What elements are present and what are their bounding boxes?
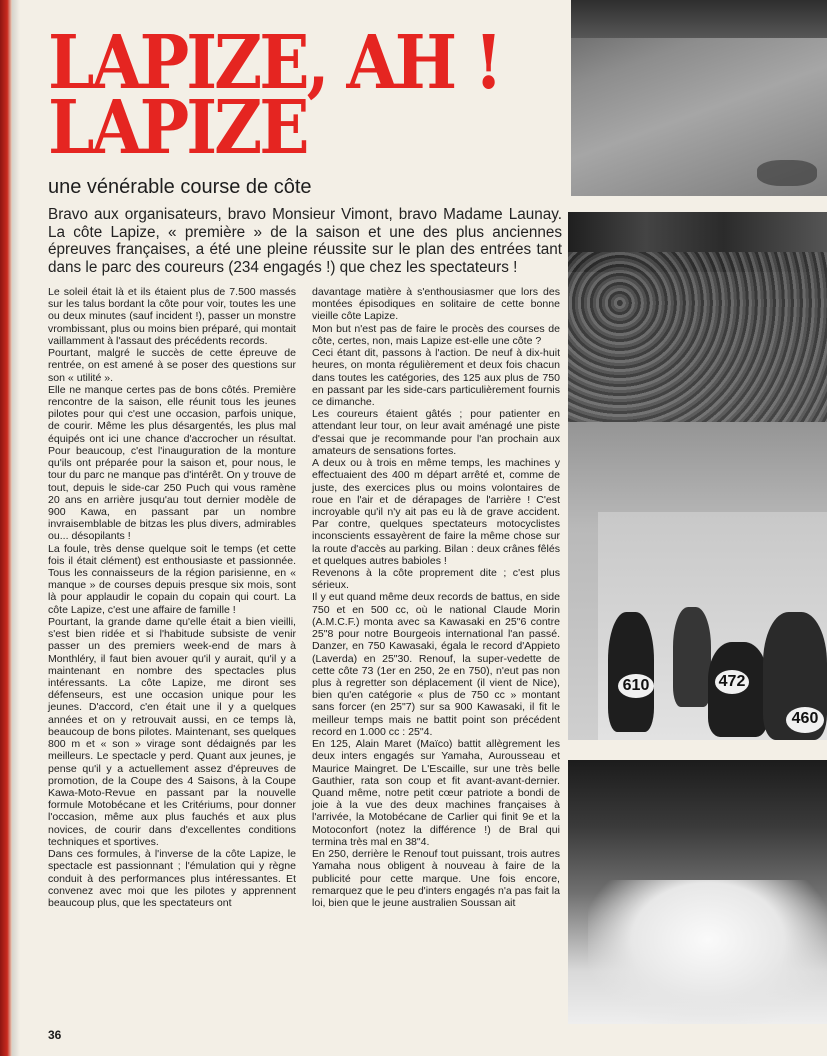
photo-smoke (588, 880, 827, 1024)
paragraph: Il y eut quand même deux records de battus, en side 750 et en 500 cc, où le national Claude Morin (A.M.C.F.) monta avec sa Kawasaki en 25"6 contre 25"8 pour notre Bourgeois international l'an passé. Danzer, en 750 Kawasaki, égala le record d'Appieto (Laverda) en 25"30. Renouf, la super-vedette de cette côte 73 (1er en 250, 2e en 750), n'eut pas non plus à regretter son déplacement (il vient de Nice), bien qu'en catégorie « plus de 750 cc » montant sans forcer (en 25"7) sur sa 900 Kawasaki, il fit le meilleur temps mais ne battit point son précédent record en 1.000 cc : 25"4. (312, 591, 560, 738)
paragraph: Pourtant, la grande dame qu'elle était a bien vieilli, s'est bien ridée et si l'habitude subsiste de venir passer un des premiers week-end de mars à Monthléry, il faut bien avouer qu'il y aurait, qu'il y a maintenant en nombre des spectacles plus intéressants. La côte Lapize, me diront ses défenseurs, est une occasion unique pour les jeunes. D'accord, c'en était une il y a quelques années et on y retrouvait aussi, en ce temps là, beaucoup de bons pilotes. Maintenant, ses quelques 800 m et « son » virage sont dédaignés par les meilleurs. Le spectacle y perd. Quant aux jeunes, je pense qu'il y a actuellement assez d'épreuves de promotion, de la Coupe des 4 Saisons, à la Coupe Kawa-Moto-Revue en passant par la nouvelle formule Motobécane et les Critériums, pour donner l'occasion, même aux plus fauchés et aux plus novices, de courir dans d'excellentes conditions techniques et sportives. (48, 615, 296, 848)
paragraph: davantage matière à s'enthousiasmer que lors des montées épisodiques en solitaire de cette bonne vieille côte Lapize. (312, 286, 560, 323)
paragraph: Elle ne manque certes pas de bons côtés. Première rencontre de la saison, elle réunit tous les jeunes pilotes pour qui c'est une occasion, parfois unique, de courir. Même les plus désargentés, les plus mal équipés ont ici une chance d'accrocher un résultat. Pour beaucoup, c'est l'inauguration de la monture qu'ils ont préparée pour la saison et, pour nous, le tour du parc ne manque pas d'intérêt. On y trouve de tout, depuis le side-car 250 Puch qui vous ramène 20 ans en arrière jusqu'au tout dernier modèle de 900 Kawa, en passant par un nombre invraisemblable de bitzas les plus divers, admirables ou... désopilants ! (48, 383, 296, 543)
paragraph: A deux ou à trois en même temps, les machines y effectuaient des 400 m départ arrêté et, comme de juste, des exercices plus ou moins volontaires de roue en l'air et de dérapages de l'arrière ! C'est incroyable qu'il n'y ait pas eu là de grave accident. Par contre, quelques spectateurs motocyclistes inconscients essayèrent de faire la même chose sur la route d'accès au parking. Bilan : deux crânes fêlés et quelques autres babioles ! (312, 457, 560, 567)
paragraph: En 250, derrière le Renouf tout puissant, trois autres Yamaha nous obligent à nouveau à faire de la publicité pour cette marque. Une fois encore, remarquez que le peu d'inters engagés n'a pas fait la loi, bien que le jeune australien Soussan ait (312, 848, 560, 909)
photo-racers-crowd (568, 212, 827, 740)
page-number: 36 (48, 1028, 62, 1042)
article-column-2 (312, 286, 560, 1026)
paragraph: Mon but n'est pas de faire le procès des courses de côte, certes, non, mais Lapize est-elle une côte ? (312, 322, 560, 347)
photo-crowd (568, 252, 827, 422)
rider-figure (608, 612, 654, 732)
photo-shadow (757, 160, 817, 186)
paragraph: Les coureurs étaient gâtés ; pour patienter en attendant leur tour, on leur avait aménagé une piste d'essai que je recommande pour l'an prochain aux amateurs de sensations fortes. (312, 408, 560, 457)
race-number-plate: 460 (786, 707, 824, 733)
photo-bushes (571, 0, 827, 38)
paragraph: Revenons à la côte proprement dite ; c'est plus sérieux. (312, 567, 560, 592)
photo-smoke-start (568, 760, 827, 1024)
headline (48, 18, 501, 172)
paragraph: Ceci étant dit, passons à l'action. De neuf à dix-huit heures, on monta régulièrement et deux fois chacun dans toutes les catégories, des 125 aux plus de 750 en passant par les side-cars particulièrement fournis ce dimanche. (312, 347, 560, 408)
subtitle: une vénérable course de côte (48, 176, 312, 198)
paragraph: En 125, Alain Maret (Maïco) battit allègrement les deux inters engagés sur Yamaha, Aurousseau et Maurice Maingret. De L'Escaille, sur une très belle Gauthier, rata son coup et fit avant-avant-dernier. Quand même, notre petit cœur patriote a bondi de joie à la vue des deux machines françaises à l'arrivée, la Motobécane de Carlier qui finit 9e et la Motoconfort (notez la différence !) de Bral qui termina très mal en 38"4. (312, 738, 560, 848)
gutter-shadow (12, 0, 20, 1056)
headline-line-2: LAPIZE (48, 83, 307, 172)
lead-paragraph: Bravo aux organisateurs, bravo Monsieur Vimont, bravo Madame Launay. La côte Lapize, « première » de la saison et une des plus anciennes épreuves françaises, a été une pleine réussite sur le plan des entrées tant dans le parc des coureurs (234 engagés !) que chez les spectateurs ! (48, 206, 562, 276)
article-column-1 (48, 286, 296, 1026)
paragraph: La foule, très dense quelque soit le temps (et cette fois il était clément) est enthousiaste et passionnée. Tous les connaisseurs de la région parisienne, en « manque » de courses depuis presque six mois, sont là pour applaudir le copain du copain qui court. La côte Lapize, c'est une affaire de famille ! (48, 542, 296, 616)
page-binding-edge (0, 0, 12, 1056)
paragraph: Pourtant, malgré le succès de cette épreuve de rentrée, on est amené à se poser des questions sur son « utilité ». (48, 347, 296, 384)
headline-line-1: LAPIZE, AH ! (48, 18, 501, 107)
paragraph: Le soleil était là et ils étaient plus de 7.500 massés sur les talus bordant la côte pour voir, toutes les une ou deux minutes (sauf incident !), passer un monstre vrombissant, plus ou moins bien préparé, qui montait vaillamment à l'assaut des précédents records. (48, 286, 296, 347)
paragraph: Dans ces formules, à l'inverse de la côte Lapize, le spectacle est passionnant ; l'émulation qui y règne conduit à des performances plus intéressantes. Et convenez avec moi que les pilotes y apprennent beaucoup plus, que les spectateurs ont (48, 848, 296, 909)
photo-road-top (571, 0, 827, 196)
rider-figure (673, 607, 711, 707)
race-number-plate: 472 (715, 670, 749, 694)
race-number-plate: 610 (618, 674, 654, 698)
